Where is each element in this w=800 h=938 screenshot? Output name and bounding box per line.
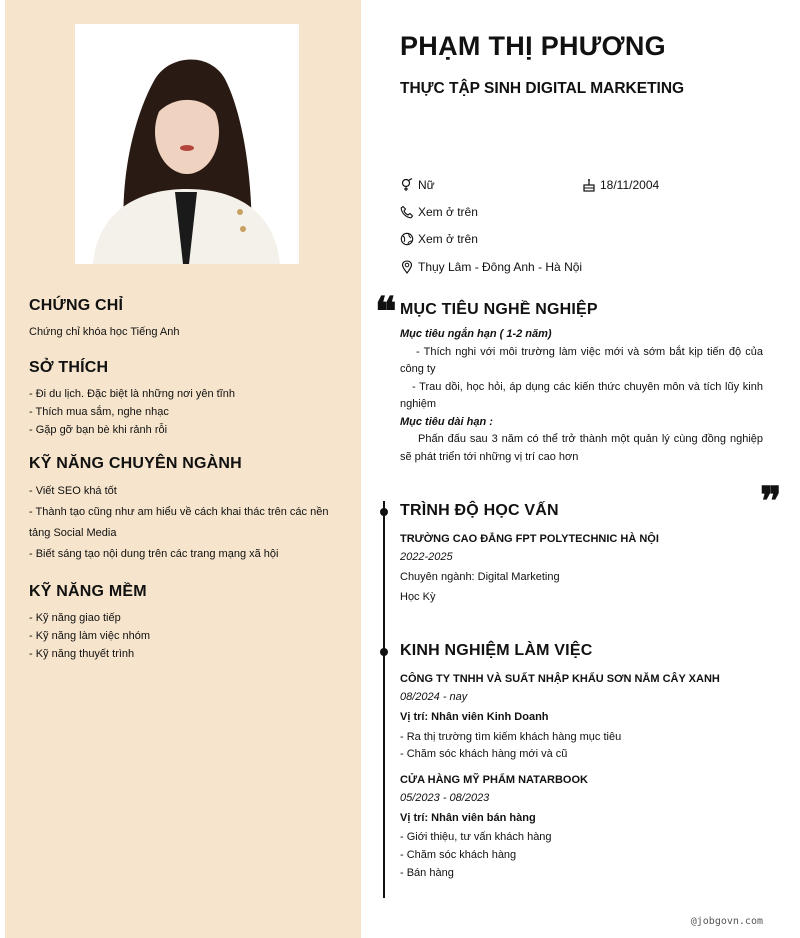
cake-icon: [582, 178, 596, 192]
skill-item: - Thành tạo cũng như am hiểu về cách khai thác trên các nền tảng Social Media: [29, 506, 329, 539]
education-period: 2022-2025: [400, 551, 453, 563]
skills-section: [29, 455, 339, 565]
long-term-label: Mục tiêu dài hạn :: [400, 415, 493, 428]
close-quote-icon: ❞: [760, 478, 782, 525]
job-position: Vị trí: Nhân viên Kinh Doanh: [400, 711, 549, 723]
soft-skill-item: - Kỹ năng làm việc nhóm: [29, 630, 151, 642]
timeline-dot: [380, 648, 388, 656]
objective-body: [400, 326, 763, 466]
school-name: TRƯỜNG CAO ĐẲNG FPT POLYTECHNIC HÀ NỘI: [400, 533, 659, 545]
experience-title: KINH NGHIỆM LÀM VIỆC: [400, 642, 593, 659]
job-duty: - Chăm sóc khách hàng mới và cũ: [400, 748, 568, 760]
location-pin-icon: [400, 259, 414, 275]
birthday-value: 18/11/2004: [600, 178, 660, 192]
email-value: Xem ở trên: [418, 232, 478, 246]
job-period: 08/2024 - nay: [400, 691, 468, 703]
objective-title: MỤC TIÊU NGHỀ NGHIỆP: [400, 301, 598, 318]
hobbies-section: [29, 359, 349, 439]
certificates-section: [29, 297, 349, 341]
hobby-item: - Gặp gỡ bạn bè khi rảnh rỗi: [29, 424, 168, 436]
job-position: Vị trí: Nhân viên bán hàng: [400, 812, 536, 824]
gender-icon: [400, 178, 414, 192]
hobby-item: - Đi du lịch. Đặc biệt là những nơi yên tĩnh: [29, 388, 235, 400]
hobbies-title: SỞ THÍCH: [29, 359, 109, 376]
skill-item: - Biết sáng tạo nội dung trên các trang mạng xã hội: [29, 548, 279, 560]
email-info: [400, 232, 478, 246]
timeline-line: [383, 501, 385, 898]
short-term-label: Mục tiêu ngắn hạn ( 1-2 năm): [400, 328, 552, 340]
certificates-title: CHỨNG CHỈ: [29, 297, 124, 314]
watermark: @jobgovn.com: [690, 916, 763, 927]
job-duty: - Giới thiệu, tư vấn khách hàng: [400, 831, 552, 843]
job-duty: - Chăm sóc khách hàng: [400, 849, 517, 861]
job-company: CỬA HÀNG MỸ PHẨM NATARBOOK: [400, 774, 588, 786]
education-title: TRÌNH ĐỘ HỌC VẤN: [400, 502, 559, 519]
short-term-item: - Thích nghi với môi trường làm việc mới và sớm bắt kịp tiến độ của công ty: [400, 345, 763, 375]
education-extra: Học Kỳ: [400, 591, 436, 603]
soft-skills-section: [29, 583, 349, 663]
education-major: Chuyên ngành: Digital Marketing: [400, 571, 560, 583]
candidate-name: PHẠM THỊ PHƯƠNG: [400, 31, 666, 61]
soft-skills-title: KỸ NĂNG MỀM: [29, 583, 147, 600]
profile-photo: [75, 24, 299, 264]
phone-info: [400, 205, 478, 219]
soft-skill-item: - Kỹ năng thuyết trình: [29, 648, 135, 660]
job-duty: - Bán hàng: [400, 867, 454, 879]
birthday-info: [582, 178, 659, 192]
soft-skill-item: - Kỹ năng giao tiếp: [29, 612, 121, 624]
job-company: CÔNG TY TNHH VÀ SUẤT NHẬP KHẨU SƠN NĂM CÂY XANH: [400, 673, 720, 685]
gender-value: Nữ: [418, 178, 435, 192]
skill-item: - Viết SEO khá tốt: [29, 485, 117, 497]
address-value: Thụy Lâm - Đông Anh - Hà Nội: [418, 260, 583, 274]
candidate-role: THỰC TẬP SINH DIGITAL MARKETING: [400, 80, 685, 97]
address-info: [400, 259, 582, 275]
open-quote-icon: ❝: [375, 288, 397, 335]
long-term-text: Phấn đấu sau 3 năm có thể trở thành một quản lý cùng đồng nghiệp sẽ phát triển tới những vị trí cao hơn: [400, 433, 763, 463]
short-term-item: - Trau dồi, học hỏi, áp dụng các kiến thức chuyên môn và tích lũy kinh nghiệm: [400, 380, 763, 410]
phone-value: Xem ở trên: [418, 205, 478, 219]
skills-title: KỸ NĂNG CHUYÊN NGÀNH: [29, 455, 242, 472]
phone-icon: [400, 205, 414, 219]
certificate-item: Chứng chỉ khóa học Tiếng Anh: [29, 326, 180, 338]
timeline-dot: [380, 508, 388, 516]
globe-icon: [400, 232, 414, 246]
job-period: 05/2023 - 08/2023: [400, 792, 490, 804]
hobby-item: - Thích mua sắm, nghe nhạc: [29, 406, 169, 418]
job-duty: - Ra thị trường tìm kiếm khách hàng mục tiêu: [400, 731, 622, 743]
gender-info: [400, 178, 435, 192]
